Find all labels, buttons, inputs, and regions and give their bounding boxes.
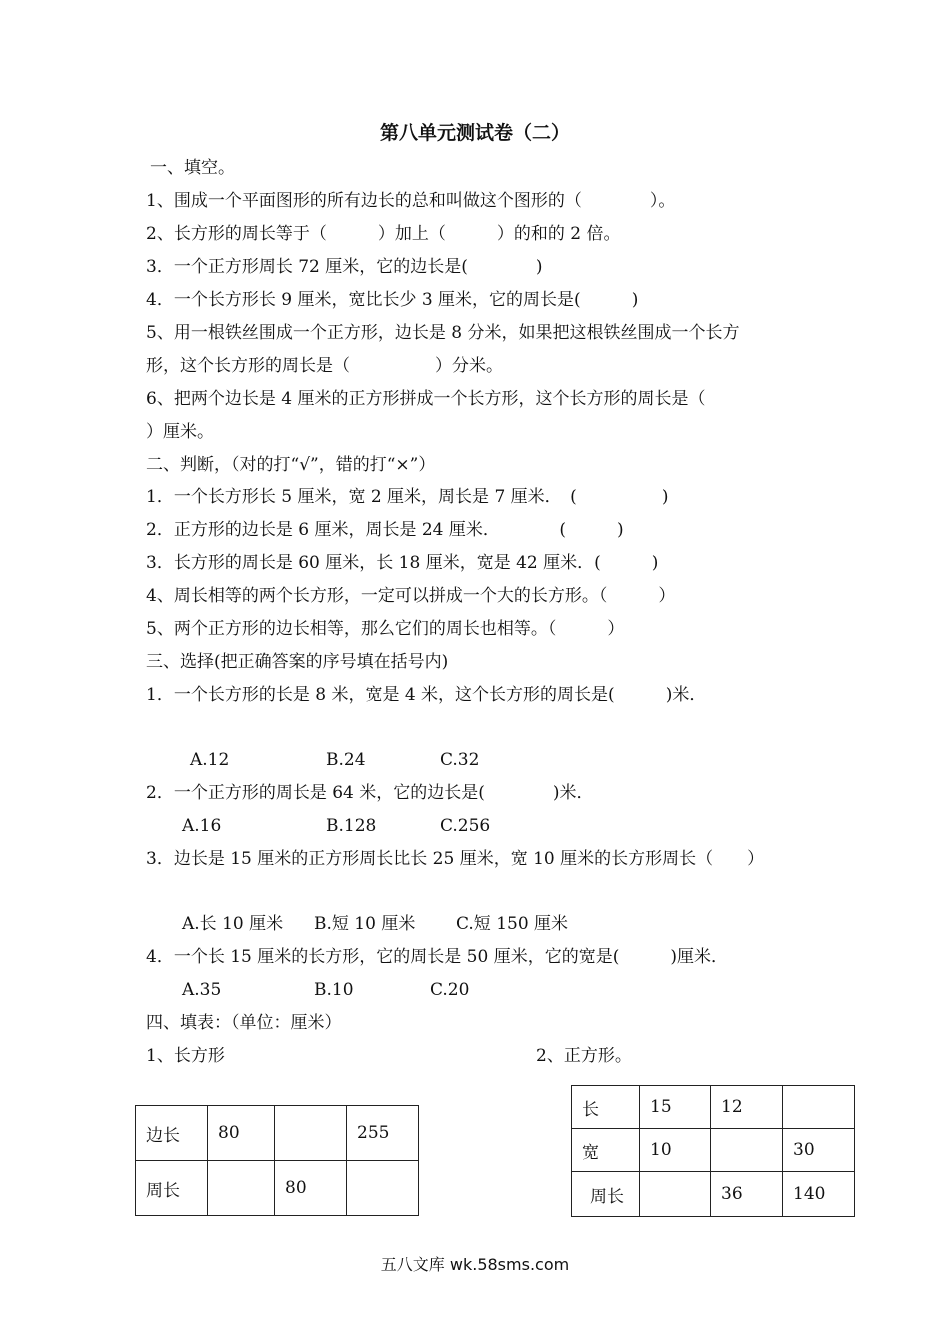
sec3-q3-option-b: B.短 10 厘米 [314, 914, 416, 934]
table-cell: 80 [275, 1161, 347, 1216]
sec2-q5: 5、两个正方形的边长相等，那么它们的周长也相等。（ ） [146, 619, 625, 639]
table-cell: 周长 [136, 1161, 208, 1216]
table-cell: 周长 [572, 1172, 640, 1217]
footer-watermark: 五八文库 wk.58sms.com [380, 1255, 570, 1274]
rectangle-table-label: 1、长方形 [146, 1046, 225, 1066]
sec3-q4: 4．一个长 15 厘米的长方形，它的周长是 50 厘米，它的宽是( )厘米． [146, 947, 728, 967]
sec3-q4-option-a: A.35 [182, 980, 222, 1000]
sec3-q2-option-a: A.16 [182, 816, 222, 836]
table-cell [208, 1161, 275, 1216]
table-row [136, 1106, 419, 1161]
sec1-q4: 4．一个长方形长 9 厘米，宽比长少 3 厘米，它的周长是( ) [146, 290, 639, 310]
sec1-q2: 2、长方形的周长等于（ ）加上（ ）的和的 2 倍。 [146, 224, 621, 244]
table-cell: 140 [783, 1172, 855, 1217]
table-cell [347, 1161, 419, 1216]
table-row [136, 1161, 419, 1216]
table-cell: 30 [783, 1129, 855, 1172]
sec2-q4: 4、周长相等的两个长方形，一定可以拼成一个大的长方形。（ ） [146, 586, 676, 606]
sec3-q3-option-a: A.长 10 厘米 [182, 914, 284, 934]
table-cell: 255 [347, 1106, 419, 1161]
table-cell [711, 1129, 783, 1172]
section-3-heading: 三、选择(把正确答案的序号填在括号内) [146, 652, 449, 672]
sec2-q1: 1．一个长方形长 5 厘米，宽 2 厘米，周长是 7 厘米． ( ) [146, 487, 669, 507]
table-cell: 12 [711, 1086, 783, 1129]
table-row [572, 1172, 855, 1217]
table-cell: 36 [711, 1172, 783, 1217]
sec1-q5-line1: 5、用一根铁丝围成一个正方形，边长是 8 分米，如果把这根铁丝围成一个长方 [146, 323, 740, 343]
table-cell [640, 1172, 711, 1217]
page-title: 第八单元测试卷（二） [379, 122, 570, 144]
sec3-q3: 3．边长是 15 厘米的正方形周长比长 25 厘米，宽 10 厘米的长方形周长（ ） [146, 849, 765, 869]
table-cell: 80 [208, 1106, 275, 1161]
sec2-q2: 2．正方形的边长是 6 厘米，周长是 24 厘米． ( ) [146, 520, 624, 540]
table-cell: 10 [640, 1129, 711, 1172]
sec1-q5-line2: 形，这个长方形的周长是（ ）分米。 [146, 356, 503, 376]
sec3-q1-option-b: B.24 [326, 750, 366, 770]
table-cell: 15 [640, 1086, 711, 1129]
sec3-q1-option-a: A.12 [190, 750, 230, 770]
sec3-q4-option-b: B.10 [314, 980, 354, 1000]
sec3-q2-option-c: C.256 [440, 816, 491, 836]
section-2-heading: 二、判断，（对的打“√”，错的打“×”） [146, 455, 436, 475]
sec3-q2-option-b: B.128 [326, 816, 377, 836]
sec2-q3: 3．长方形的周长是 60 厘米，长 18 厘米，宽是 42 厘米．( ) [146, 553, 659, 573]
sec1-q3: 3．一个正方形周长 72 厘米，它的边长是( ) [146, 257, 543, 277]
table-cell: 长 [572, 1086, 640, 1129]
sec1-q1: 1、围成一个平面图形的所有边长的总和叫做这个图形的（ ）。 [146, 191, 676, 211]
sec1-q6-line2: ）厘米。 [146, 422, 214, 442]
sec1-q6-line1: 6、把两个边长是 4 厘米的正方形拼成一个长方形，这个长方形的周长是（ [146, 389, 706, 409]
rectangle-table [135, 1105, 419, 1216]
table-row [572, 1129, 855, 1172]
square-table-label: 2、正方形。 [536, 1046, 632, 1066]
sec3-q1-option-c: C.32 [440, 750, 480, 770]
section-1-heading: 一、填空。 [150, 158, 235, 178]
sec3-q3-option-c: C.短 150 厘米 [456, 914, 569, 934]
sec3-q4-option-c: C.20 [430, 980, 470, 1000]
table-cell: 边长 [136, 1106, 208, 1161]
table-row [572, 1086, 855, 1129]
table-cell: 宽 [572, 1129, 640, 1172]
sec3-q1: 1．一个长方形的长是 8 米，宽是 4 米，这个长方形的周长是( )米． [146, 685, 707, 705]
section-4-heading: 四、填表：（单位：厘米） [146, 1013, 342, 1033]
square-table [571, 1085, 855, 1217]
sec3-q2: 2．一个正方形的周长是 64 米，它的边长是( )米． [146, 783, 594, 803]
table-cell [783, 1086, 855, 1129]
table-cell [275, 1106, 347, 1161]
